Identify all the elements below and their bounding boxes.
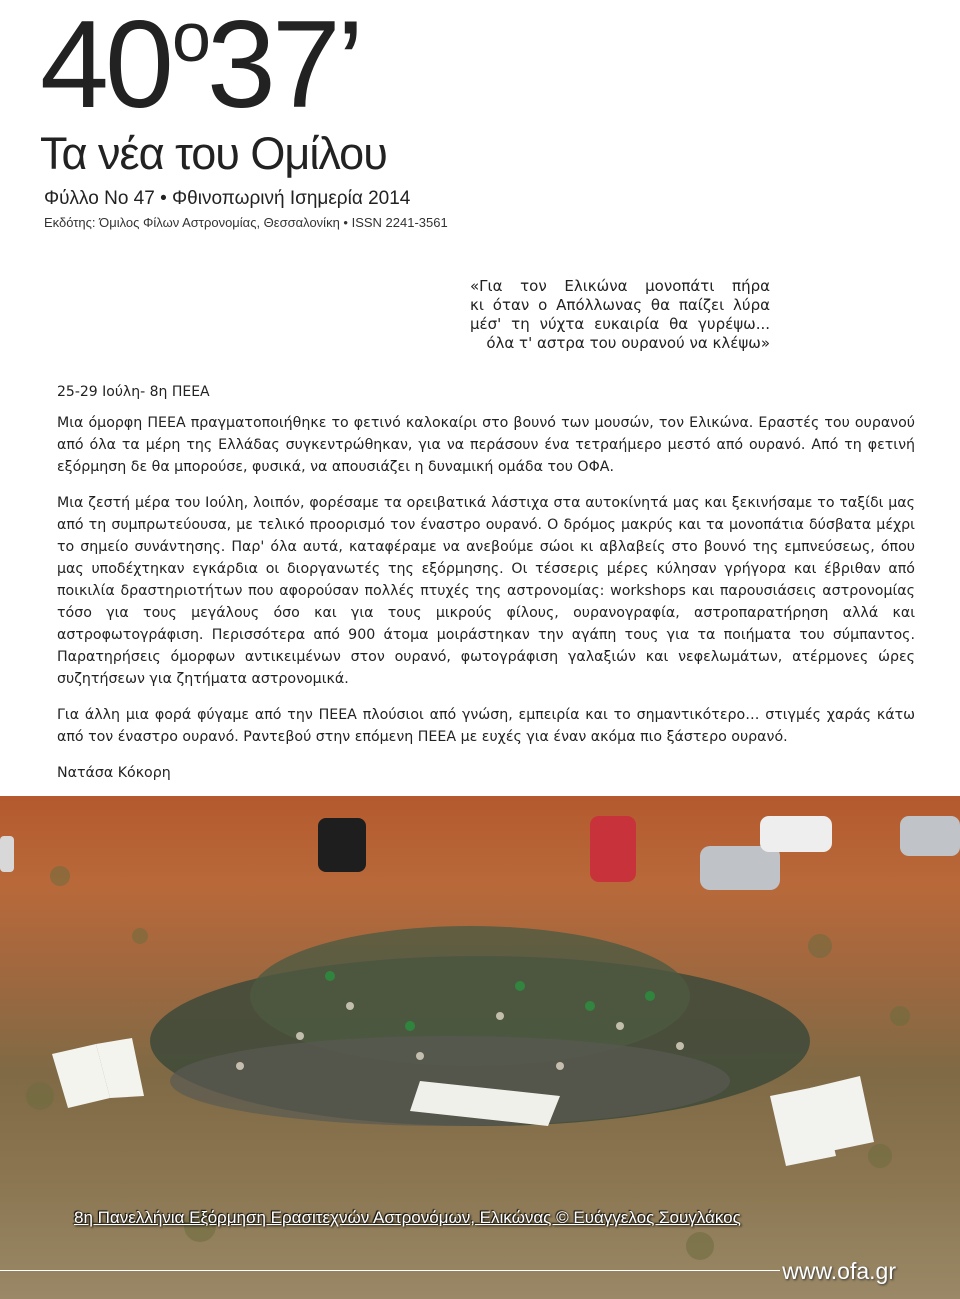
footer-divider [0, 1270, 780, 1271]
website-link[interactable]: www.ofa.gr [782, 1258, 896, 1284]
degree-symbol: ο [171, 0, 207, 76]
poem-line: όλα τ' αστρα του ουρανού να κλέψω» [486, 334, 770, 352]
poem-line: μέσ' τη νύχτα ευκαιρία θα γυρέψω... [470, 315, 770, 333]
article-date-line: 25-29 Ιούλη- 8η ΠΕΕΑ [57, 384, 210, 400]
article-author: Νατάσα Κόκορη [57, 765, 171, 781]
article-paragraph: Μια όμορφη ΠΕΕΑ πραγματοποιήθηκε το φετινό καλοκαίρι στο βουνό των μουσών, τον Ελικώνα. Εραστές του ουρανού από όλα τα μέρη της Ελλάδας συγκεντρώθηκαν, για να περάσουν ένα τετραήμερο μεστό από ουρανό. Από τη φετινή εξόρμηση δε θα μπορούσε, φυσικά, να απουσιάζει η δυναμική ομάδα του ΟΦΑ. [57, 415, 915, 475]
poem-line: «Για τον Ελικώνα μονοπάτι πήρα [470, 277, 770, 295]
masthead-minutes: 37’ [206, 0, 361, 134]
masthead-coordinates [40, 0, 361, 134]
publisher-line: Εκδότης: Όμιλος Φίλων Αστρονομίας, Θεσσαλονίκη • ISSN 2241-3561 [44, 215, 448, 230]
article-paragraph: Για άλλη μια φορά φύγαμε από την ΠΕΕΑ πλούσιοι από γνώση, εμπειρία και το σημαντικότερο… στιγμές χαράς κάτω από τον έναστρο ουρανό. Ραντεβού στην επόμενη ΠΕΕΑ με ευχές για έναν ακόμα πιο ξάστερο ουρανό. [57, 707, 915, 745]
masthead-degrees: 40 [40, 0, 170, 134]
article-paragraph: Μια ζεστή μέρα του Ιούλη, λοιπόν, φορέσαμε τα ορειβατικά λάστιχα στα αυτοκίνητά μας και ξεκινήσαμε το ταξίδι μας από τη συμπρωτεύουσα, με τελικό προορισμό τον έναστρο ουρανό. Ο δρόμος μακρύς και τα μονοπάτια δύσβατα μέχρι το σημείο συνάντησης. Παρ' όλα αυτά, καταφέραμε να ανεβούμε σώοι κι αβλαβείς στο βουνό της εμπνεύσεως, όπου μας υποδέχτηκαν εγκάρδια οι διοργανωτές της εξόρμησης. Οι τέσσερις μέρες κύλησαν γρήγορα και έβριθαν από ποικιλία δραστηριοτήτων που αφορούσαν πολλές πτυχές της αστρονομίας: workshops και παρουσιάσεις αστρονομίας τόσο για τους μεγάλους όσο και για τους μικρούς φίλους, ουρανογραφία, αστροπαρατήρηση αλλά και αστροφωτογράφιση. Περισσότερα από 900 άτομα μοιράστηκαν την αγάπη τους για τα ποιήματα του σύμπαντος. Παρατηρήσεις όμορφων αντικειμένων στον ουρανό, φωτογράφιση γαλαξιών και νεφελωμάτων, ατέρμονες ώρες συζητήσεων για ζητήματα αστρονομικά. [57, 495, 915, 687]
newsletter-title: Τα νέα του Ομίλου [40, 128, 387, 179]
poem-quote [470, 277, 770, 353]
article-body [57, 412, 915, 784]
issue-line: Φύλλο Νο 47 • Φθινοπωρινή Ισημερία 2014 [44, 188, 411, 209]
poem-line: κι όταν ο Απόλλωνας θα παίζει λύρα [470, 296, 770, 314]
photo-caption: 8η Πανελλήνια Εξόρμηση Ερασιτεχνών Αστρονόμων, Ελικώνας © Ευάγγελος Σουγλάκος [74, 1208, 741, 1227]
